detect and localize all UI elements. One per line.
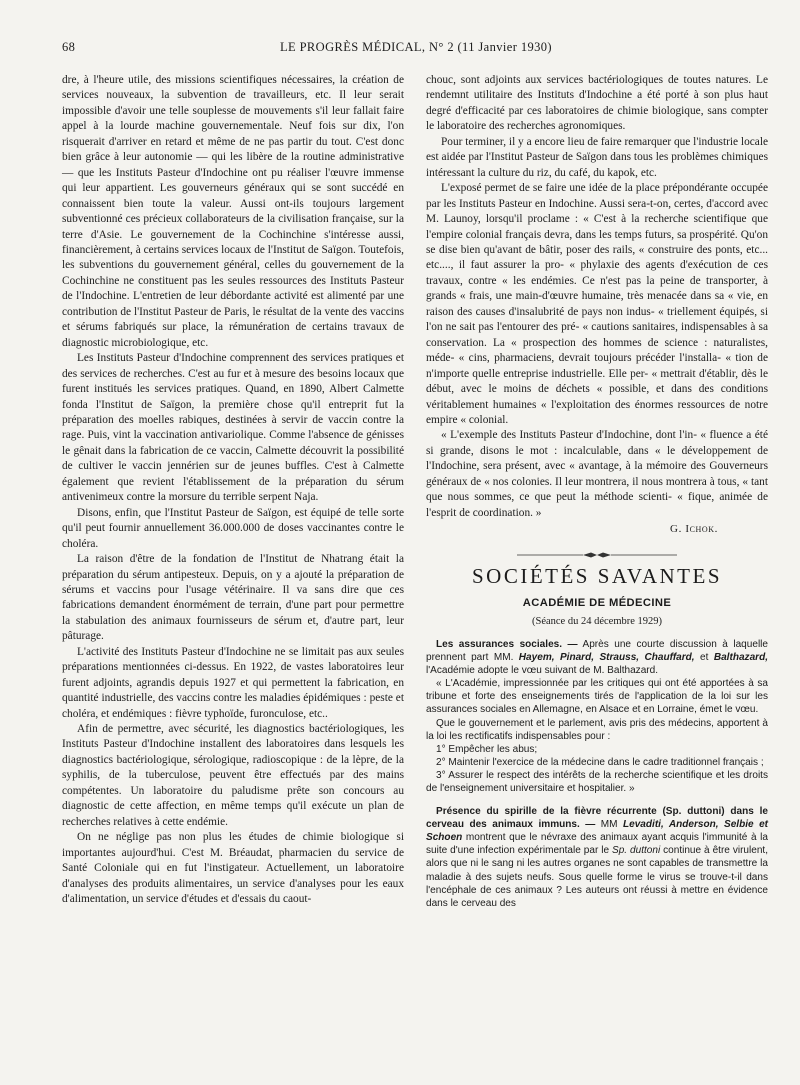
list-item: 1° Empêcher les abus; [436, 743, 538, 755]
paragraph: Les assurances sociales. — Après une courte discussion à laquelle prennent part MM. Hayem, Pinard, Strauss, Chauffard, et Balthazard, l'Académie adopte le vœu suivant de M. Balthazard. [426, 638, 769, 677]
paragraph: « L'Académie, impressionnée par les critiques qui ont été apportées à sa tribune et forte des enseignements tirés de l'application de la loi sur les assurances sociales en Allemagne, en Alsace et en Lorraine, émet le vœu. [426, 678, 768, 716]
species-name: Sp. duttoni [612, 845, 661, 857]
session-date: (Séance du 24 décembre 1929) [531, 615, 663, 627]
list-item: 2° Maintenir l'exercice de la médecine dans le cadre traditionnel français ; [436, 756, 764, 768]
article-lead: Les assurances sociales. — [436, 638, 578, 650]
paragraph: Disons, enfin, que l'Institut Pasteur de Saïgon, est équipé de telle sorte qu'il peut fournir annuellement 36.000.000 de doses vaccinantes contre le choléra. [62, 506, 404, 550]
paragraph: On ne néglige pas non plus les études de chimie biologique si importantes aujourd'hui. C'est M. Bréaudat, pharmacien du service de Santé Coloniale qui en fut l'instigateur. Actuellement, un laboratoire d'analyses des produits alimentaires, un service d'analyses pour les eaux d'alimentation, un service d'études et d'essais du caout- [62, 831, 404, 906]
paragraph: La raison d'être de la fondation de l'Institut de Nhatrang était la préparation du sérum antipesteux. Depuis, on y a ajouté la préparation de sérums et vaccins pour l'usage vétérinaire. Il va sans dire que ces fabrications demandent énormément de terrain, d'une part pour permettre la stabulation des animaux fournisseurs de sérum et, d'autre part, leur pâturage. [62, 553, 404, 643]
signature-initial: G. [670, 523, 682, 536]
page-number: 68 [62, 40, 76, 54]
author-names: Levaditi, Anderson, Selbie et Schoen [426, 819, 769, 844]
right-column [426, 73, 768, 910]
report-assurances-sociales [426, 638, 768, 795]
academy-heading: ACADÉMIE DE MÉDECINE [522, 597, 672, 610]
paragraph: Pour terminer, il y a encore lieu de faire remarquer que l'industrie locale est aidée par l'Institut Pasteur de Saïgon dans tous les problèmes chimiques intéressant la culture du riz, du café, du kapok, etc. [426, 135, 768, 179]
author-name: Balthazard, [713, 652, 768, 664]
section-title: SOCIÉTÉS SAVANTES [471, 563, 723, 588]
signature-name: Ichok. [685, 523, 718, 536]
paragraph: L'activité des Instituts Pasteur d'Indochine ne se limitait pas aux seules préparations mentionnées ci-dessus. En 1922, de vastes laboratoires leur furent adjoints, agrandis depuis 1927 et qui permettent la fabrication, en quantité industrielle, des vaccins contre les maladies épidémiques : peste et choléra, et endémiques : fièvre typhoïde, furonculose, etc.. [62, 645, 404, 720]
paragraph: L'exposé permet de se faire une idée de la place prépondérante occupée par les Instituts Pasteur en Indochine. Aussi sera-t-on, certes, d'accord avec M. Launoy, lorsqu'il proclame : « C'est à la recherche scientifique que l'empire colonial français devra, dans les temps futurs, sa prospérité. Qu'on se dise bien qu'avant de bâtir, poser des rails, « construire des ponts, etc... etc...., il faut assurer la pro- « phylaxie des agents d'exécution de ces travaux, contre « les endémies. Ce n'est pas la peine de transporter, à grands « frais, une main-d'œuvre humaine, très menacée dans sa « vie, en raison des causes d'insalubrité de pays non indus- « triellement équipés, si l'on ne sait pas l'entourer des pré- « cautions sanitaires, indispensables à sa conservation. La « prospection des hommes de science : naturalistes, méde- « cins, pharmaciens, devrait toujours précéder l'installa- « tion de n'importe quelle entreprise industrielle. Elle per- « mettrait d'établir, dès le début, avec le moins de déchets « possible, et dans des conditions véritablement humaines « l'exploitation des énormes ressources de notre empire « colonial. [426, 182, 768, 426]
paragraph: Que le gouvernement et le parlement, avis pris des médecins, apportent à la loi les rectificatifs indispensables pour : [426, 717, 768, 742]
ornament-divider-icon [517, 551, 677, 559]
left-column [62, 73, 404, 907]
paragraph: dre, à l'heure utile, des missions scientifiques nécessaires, la création de services nouveaux, la subvention de travailleurs, etc. Il leur serait impossible d'avoir une telle souplesse de mouvements s'il leur fallait faire appel à la lourde machine gouvernementale. Neuf fois sur dix, l'on risquerait d'arriver en retard et même de ne pas partir du tout. C'est donc bien grâce à leur autonomie — qui les libère de la routine administrative — que les Instituts Pasteur d'Indochine ont pu réaliser l'œuvre immense qui leur appartient. Les gouverneurs généraux qui se sont succédé en connaissent bien toute la valeur. Aussi ont-ils toujours largement subventionné ces précieux collaborateurs de la civilisation française, sur la terre d'Asie. Le gouvernement de la Cochinchine s'intéresse aussi, financièrement, à certains services locaux de l'Institut de Saïgon. Toutefois, les subventions du gouvernement général, celles du gouvernement de la Cochinchine ne constituent pas les seules ressources des Instituts Pasteur de l'Indochine. L'entretien de leur débordante activité est alimenté par une contribution de l'Institut Pasteur de Paris, le résultat de la vente des vaccins et sérums fabriqués sur place, la rémunération de certains travaux de diagnostic microbiologique, etc. [62, 74, 404, 349]
paragraph: Afin de permettre, avec sécurité, les diagnostics bactériologiques, les Instituts Pasteur d'Indochine installent des laboratoires dans lesquels les diagnostics bactériologique, sérologique, radioscopique : de la lèpre, de la syphilis, de la tuberculose, peuvent être effectués par des mains compétentes. Un laboratoire du paludisme prête son concours au diagnostic de cette affection, en même temps qu'il exécute un plan de recherches relatives à cette endémie. [62, 723, 404, 828]
journal-title: LE PROGRÈS MÉDICAL, N° 2 (11 Janvier 1930) [279, 40, 552, 54]
author-signature [426, 522, 718, 537]
paragraph: chouc, sont adjoints aux services bactériologiques de toutes natures. Le rendemnt utilitaire des Instituts d'Indochine a été porté à son plus haut degré d'efficacité par ces laboratoires de chimie biologique, sans compter le laboratoire des recherches agronomiques. [426, 74, 768, 133]
report-spirille [426, 805, 768, 910]
article-lead: Présence du spirille de la fièvre récurrente (Sp. duttoni) dans le cerveau des animaux immuns. — [426, 806, 768, 831]
paragraph: « L'exemple des Instituts Pasteur d'Indochine, dont l'in- « fluence a été si grande, disons le mot : incalculable, dans « le développement de l'Indochine, sera présent, avec « avantage, à la mémoire des Gouverneurs généraux de « nos colonies. Il leur montrera, il nous montrera à tous, « tant que nous sommes, ce que peut la méthode scienti- « fique, animée de l'esprit de coordination. » [426, 429, 768, 519]
author-names: Hayem, Pinard, Strauss, Chauffard, [518, 652, 695, 664]
list-item: 3° Assurer le respect des intérêts de la recherche scientifique et les droits de l'enseignement universitaire et hospitalier. » [426, 769, 768, 794]
running-header [62, 40, 770, 58]
paragraph: Présence du spirille de la fièvre récurrente (Sp. duttoni) dans le cerveau des animaux immuns. — MM Levaditi, Anderson, Selbie et Schoen montrent que le névraxe des animaux ayant acquis l'immunité à la suite d'une infection expérimentale par le Sp. duttoni continue à être virulent, alors que ni le sang ni les autres organes ne sont capables de transmettre la maladie à des sujets neufs. Sous quelle forme le virus se trouve-t-il dans l'encéphale de ces animaux ? Les auteurs ont réussi à mettre en évidence dans le cerveau des [426, 806, 769, 909]
paragraph: Les Instituts Pasteur d'Indochine comprennent des services pratiques et des services de recherches. C'est au fur et à mesure des besoins locaux que furent institués les services pratiques. Quand, en 1890, Albert Calmette fonda l'Institut de Saïgon, la première chose qu'il entreprit fut la préparation des moelles rabiques, destinées à servir de vaccin contre la rage. Puis, vint la vaccination antivariolique. Comme l'absence de génisses le gênait dans la fabrication de ce vaccin, Calmette découvrit la possibilité de cultiver le vaccin jennérien sur de jeunes buffles. C'est à Calmette également que revient l'établissement de la préparation du sérum antivenimeux contre la morsure du terrible serpent Naja. [62, 352, 404, 504]
